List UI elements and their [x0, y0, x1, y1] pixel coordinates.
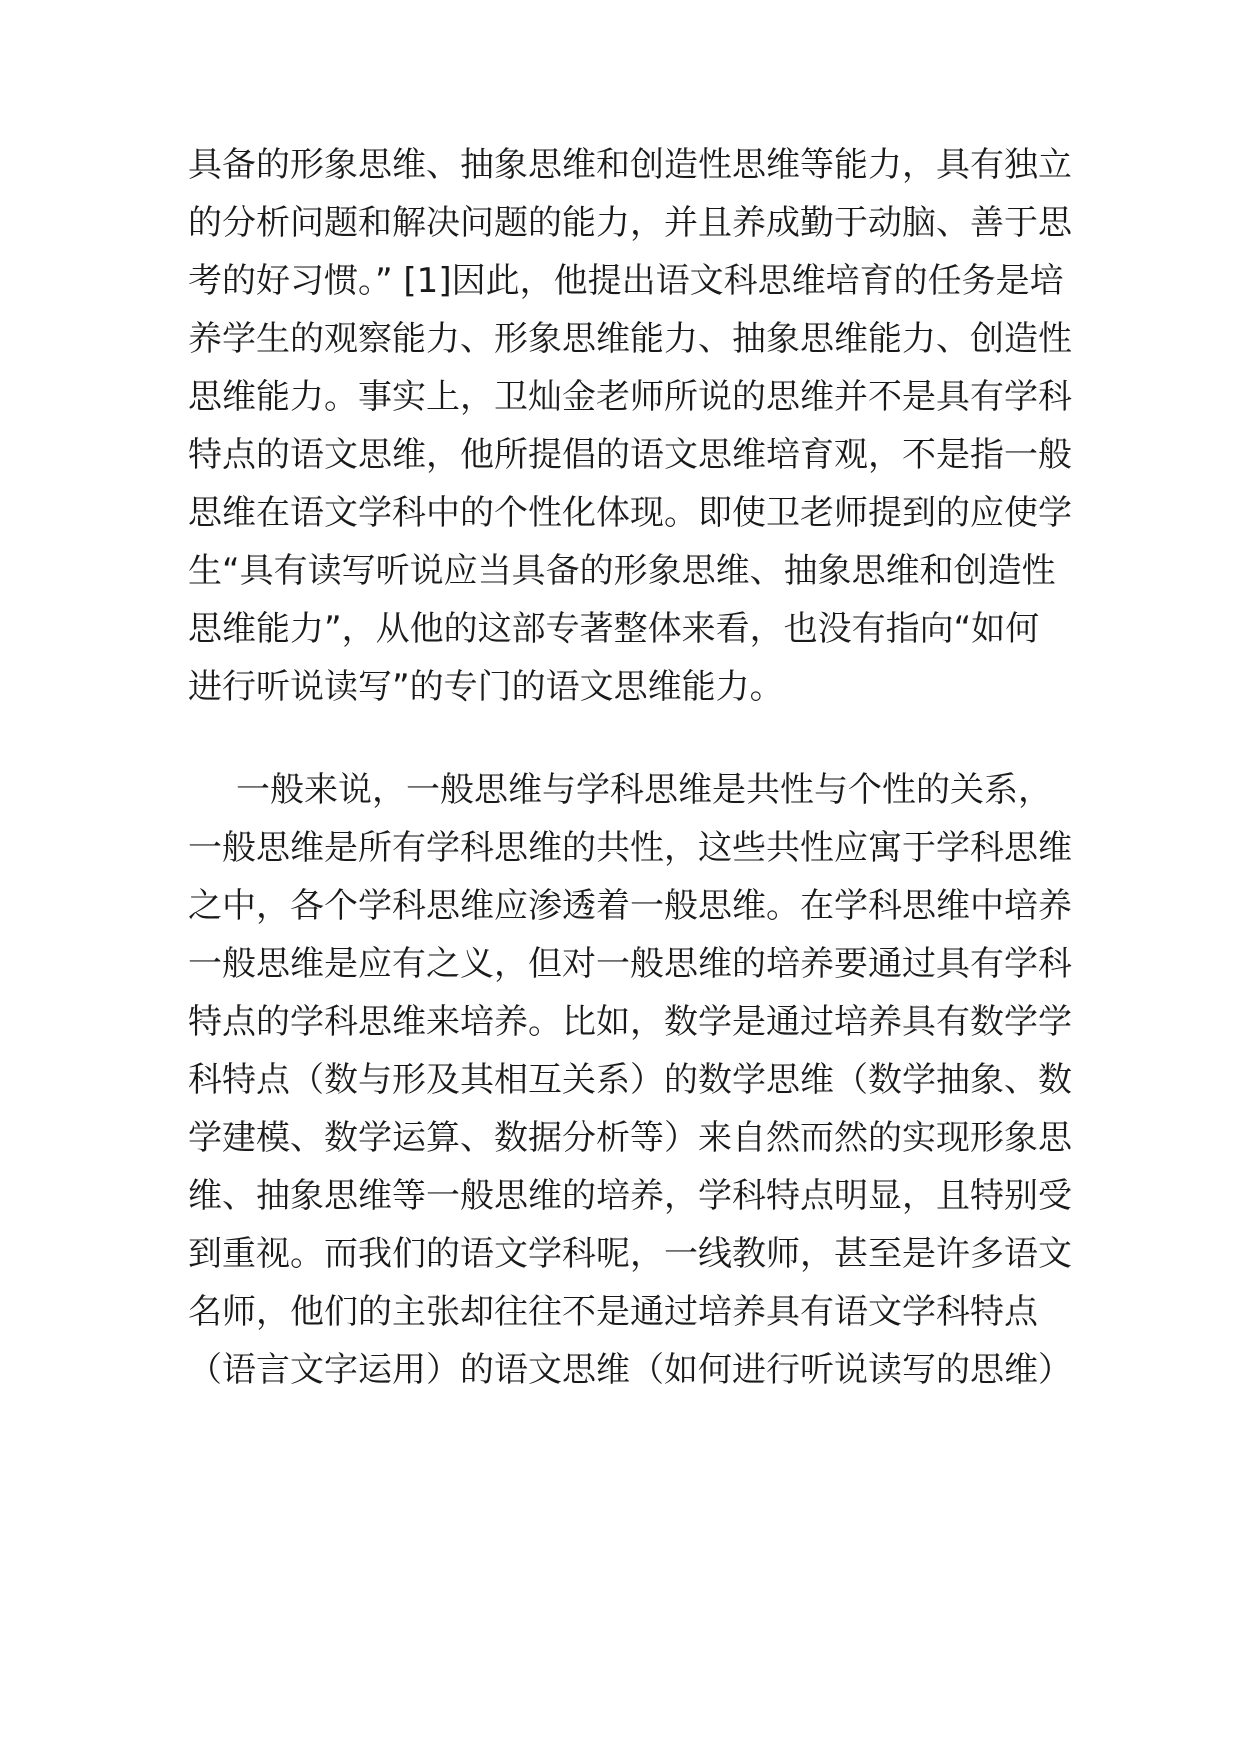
paragraph-line: 科特点（数与形及其相互关系）的数学思维（数学抽象、数: [188, 1060, 1072, 1100]
paragraph-line: 一般思维是所有学科思维的共性，这些共性应寓于学科思维: [188, 828, 1072, 868]
paragraph-line: 思维在语文学科中的个性化体现。即使卫老师提到的应使学: [188, 493, 1072, 533]
paragraph-line: 一般思维是应有之义，但对一般思维的培养要通过具有学科: [188, 944, 1072, 984]
paragraph-line: 特点的学科思维来培养。比如，数学是通过培养具有数学学: [188, 1002, 1072, 1042]
paragraph-line: 生“具有读写听说应当具备的形象思维、抽象思维和创造性: [188, 551, 1056, 591]
paragraph-line: 学建模、数学运算、数据分析等）来自然而然的实现形象思: [188, 1118, 1072, 1158]
paragraph-line: 名师，他们的主张却往往不是通过培养具有语文学科特点: [188, 1292, 1038, 1332]
paragraph-line: 考的好习惯。” [1]因此，他提出语文科思维培育的任务是培: [188, 261, 1064, 301]
paragraph-line: 的分析问题和解决问题的能力，并且养成勤于动脑、善于思: [188, 203, 1072, 243]
paragraph-line: 思维能力。事实上，卫灿金老师所说的思维并不是具有学科: [188, 377, 1072, 417]
paragraph-line: 之中，各个学科思维应渗透着一般思维。在学科思维中培养: [188, 886, 1072, 926]
paragraph-line: 进行听说读写”的专门的语文思维能力。: [188, 667, 784, 707]
paragraph-line: 一般来说，一般思维与学科思维是共性与个性的关系，: [236, 770, 1052, 810]
paragraph-line: 思维能力”，从他的这部专著整体来看，也没有指向“如何: [188, 609, 1040, 649]
paragraph-line: 到重视。而我们的语文学科呢，一线教师，甚至是许多语文: [188, 1234, 1072, 1274]
paragraph-line: 具备的形象思维、抽象思维和创造性思维等能力，具有独立: [188, 145, 1072, 185]
paragraph-line: 养学生的观察能力、形象思维能力、抽象思维能力、创造性: [188, 319, 1072, 359]
paragraph-line: 特点的语文思维，他所提倡的语文思维培育观，不是指一般: [188, 435, 1072, 475]
paragraph-line: 维、抽象思维等一般思维的培养，学科特点明显，且特别受: [188, 1176, 1072, 1216]
paragraph-line: （语言文字运用）的语文思维（如何进行听说读写的思维）: [188, 1350, 1072, 1390]
